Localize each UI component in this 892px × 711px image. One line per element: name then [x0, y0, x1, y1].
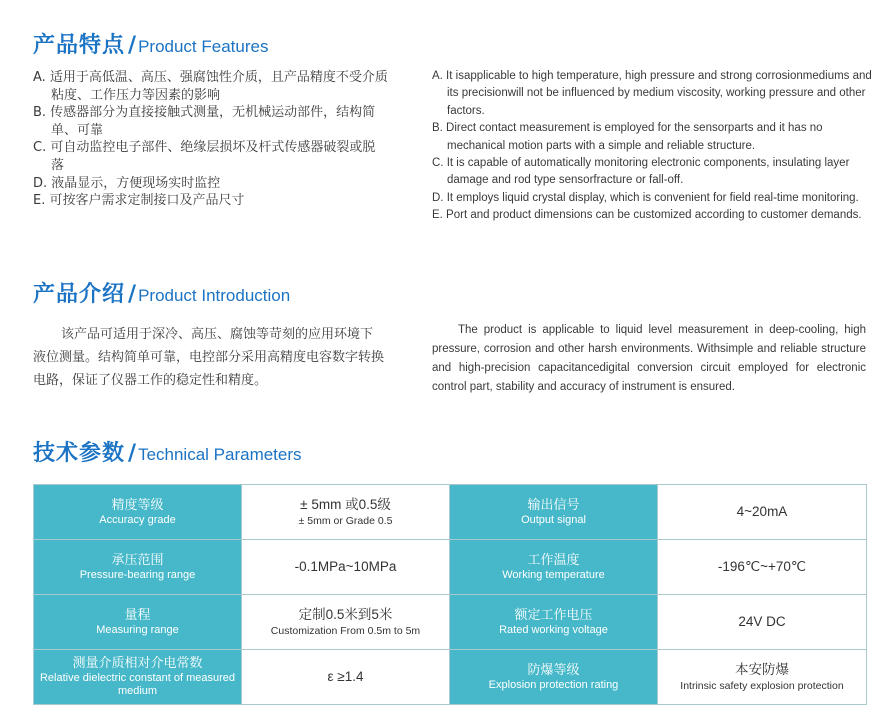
param-label-en: Working temperature [502, 568, 605, 581]
introduction-cn-text: 该产品可适用于深冷、高压、腐蚀等苛刻的应用环境下液位测量。结构简单可靠，电控部分采用高精度电容数字转换电路，保证了仪器工作的稳定性和精度。 [33, 327, 385, 388]
param-value-cell [242, 595, 450, 650]
introduction-title-cn: 产品介绍 [33, 282, 126, 307]
param-label-en: Rated working voltage [499, 623, 608, 636]
features-title-en: Product Features [138, 37, 269, 56]
table-row [34, 540, 867, 595]
parameters-table [33, 484, 867, 705]
param-label-en: Output signal [521, 513, 586, 526]
param-value: 本安防爆 [735, 662, 789, 677]
param-value: -0.1MPa~10MPa [294, 559, 397, 574]
param-value-cell [242, 540, 450, 595]
introduction-title-en: Product Introduction [138, 286, 291, 305]
param-label-cell [34, 485, 242, 540]
param-label-cell [450, 650, 658, 705]
param-label-en: Accuracy grade [99, 513, 176, 526]
param-label-cell [450, 485, 658, 540]
title-slash: / [128, 33, 137, 58]
introduction-title [33, 277, 290, 308]
param-value-cell [658, 540, 867, 595]
param-label-cn: 测量介质相对介电常数 [72, 656, 203, 671]
features-title [33, 28, 268, 59]
feature-en-item: C. It is capable of automatically monitoring electronic components, insulating layer damage and rod type sensorfracture or fall-off. [432, 157, 850, 187]
param-label-en: Pressure-bearing range [79, 568, 196, 581]
param-value: 定制0.5米到5米 [298, 607, 393, 622]
table-row [34, 595, 867, 650]
param-value-sub: ± 5mm or Grade 0.5 [298, 515, 393, 527]
param-label-cn: 额定工作电压 [514, 607, 593, 623]
param-value-cell [658, 650, 867, 705]
param-label-cell [34, 595, 242, 650]
feature-en-item: E. Port and product dimensions can be customized according to customer demands. [432, 209, 862, 222]
feature-cn-item: A. 适用于高低温、高压、强腐蚀性介质，且产品精度不受介质粘度、工作压力等因素的影响 [33, 70, 388, 103]
feature-cn-item: C. 可自动监控电子部件、绝缘层损坏及杆式传感器破裂或脱落 [33, 140, 376, 173]
param-label-en: Relative dielectric constant of measured medium [39, 672, 236, 697]
param-value-cell [242, 485, 450, 540]
feature-en-item: D. It employs liquid crystal display, which is convenient for field real-time monitoring. [432, 191, 859, 204]
param-label-cn: 量程 [124, 607, 151, 623]
param-value-sub: Customization From 0.5m to 5m [270, 625, 421, 637]
feature-cn-item: E. 可按客户需求定制接口及产品尺寸 [33, 193, 245, 209]
param-value: 24V DC [738, 614, 786, 629]
title-slash: / [128, 441, 137, 466]
param-value-cell [658, 485, 867, 540]
param-label-cell [34, 650, 242, 705]
param-value: ± 5mm 或0.5级 [300, 497, 391, 512]
title-slash: / [128, 282, 137, 307]
features-cn-list [33, 69, 388, 210]
param-label-en: Explosion protection rating [488, 678, 619, 691]
param-label-cn: 精度等级 [111, 497, 164, 513]
parameters-title-cn: 技术参数 [33, 441, 126, 466]
param-label-cn: 工作温度 [527, 552, 580, 568]
feature-cn-item: D. 液晶显示，方便现场实时监控 [33, 175, 221, 191]
introduction-en-text: The product is applicable to liquid level measurement in deep-cooling, high pressure, corrosion and other harsh environments. Withsimple and reliable structure and high-precision capacitancedigital conversion circuit employed for electronic control part, stability and accuracy of instrument is ensured. [432, 324, 866, 393]
feature-en-item: B. Direct contact measurement is employed for the sensorparts and it has no mechanical motion parts with a simple and reliable structure. [432, 122, 823, 152]
param-value: ε ≥1.4 [327, 669, 364, 684]
param-label-cn: 承压范围 [111, 552, 164, 568]
features-en-list [432, 68, 872, 225]
param-value-sub: Intrinsic safety explosion protection [680, 680, 844, 692]
table-row [34, 485, 867, 540]
param-label-cell [450, 595, 658, 650]
param-value: -196℃~+70℃ [717, 559, 807, 574]
features-title-cn: 产品特点 [33, 33, 126, 58]
param-value-cell [658, 595, 867, 650]
param-label-cell [450, 540, 658, 595]
param-value: 4~20mA [736, 504, 788, 519]
param-label-cell [34, 540, 242, 595]
table-row [34, 650, 867, 705]
param-label-en: Measuring range [96, 623, 179, 636]
feature-cn-item: B. 传感器部分为直接接触式测量，无机械运动部件，结构简单、可靠 [33, 105, 376, 138]
parameters-title-en: Technical Parameters [138, 445, 302, 464]
param-value-cell [242, 650, 450, 705]
parameters-title [33, 436, 302, 467]
feature-en-item: A. It isapplicable to high temperature, high pressure and strong corrosionmediums and its precisionwill not be influenced by medium viscosity, working pressure and other factors. [432, 70, 872, 117]
param-label-cn: 防爆等级 [527, 662, 580, 678]
param-label-cn: 输出信号 [527, 497, 580, 513]
